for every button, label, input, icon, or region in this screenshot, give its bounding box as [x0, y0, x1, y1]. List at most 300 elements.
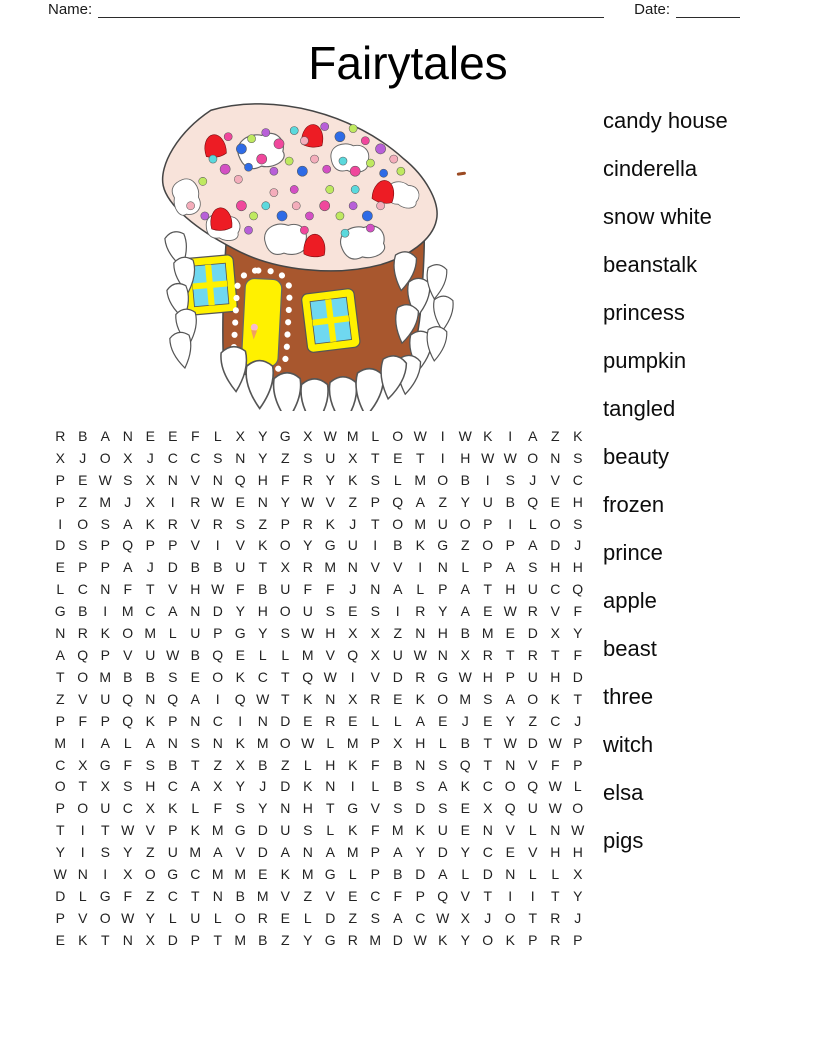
grid-letter: J [574, 909, 582, 926]
page-title: Fairytales [308, 37, 508, 89]
grid-letter: Q [459, 756, 471, 773]
grid-letter: S [303, 822, 313, 839]
grid-letter: G [324, 931, 336, 948]
grid-letter: K [78, 931, 88, 948]
grid-letter: M [301, 866, 314, 883]
grid-letter: O [122, 625, 134, 642]
grid-letter: D [280, 778, 291, 795]
grid-letter: L [528, 866, 537, 883]
grid-letter: H [437, 625, 448, 642]
grid-letter: S [280, 625, 290, 642]
grid-letter: Z [280, 449, 290, 466]
grid-letter: X [348, 449, 358, 466]
grid-letter: E [168, 427, 178, 444]
grid-letter: M [211, 822, 224, 839]
grid-letter: C [55, 756, 66, 773]
grid-letter: N [505, 756, 516, 773]
grid-letter: Q [347, 647, 359, 664]
grid-letter: V [78, 909, 88, 926]
grid-letter: O [392, 427, 404, 444]
grid-letter: E [78, 471, 88, 488]
grid-letter: M [414, 515, 427, 532]
grid-letter: M [189, 844, 202, 861]
grid-letter: A [438, 866, 448, 883]
grid-letter: T [280, 690, 290, 707]
grid-letter: A [393, 581, 403, 598]
grid-letter: V [370, 668, 380, 685]
grid-letter: H [325, 625, 336, 642]
grid-letter: P [55, 493, 65, 510]
grid-letter: C [550, 712, 561, 729]
grid-letter: X [55, 449, 65, 466]
grid-letter: E [235, 493, 245, 510]
date-blank-line[interactable] [676, 2, 740, 18]
grid-letter: Q [122, 712, 134, 729]
grid-letter: O [459, 515, 471, 532]
grid-letter: V [190, 537, 200, 554]
grid-letter: S [325, 603, 335, 620]
name-blank-line[interactable] [98, 2, 604, 18]
grid-letter: B [190, 647, 200, 664]
grid-letter: N [325, 778, 336, 795]
grid-letter: A [145, 734, 155, 751]
grid-letter: X [483, 800, 493, 817]
grid-letter: Q [504, 800, 516, 817]
grid-letter: D [212, 603, 223, 620]
grid-letter: H [505, 581, 516, 598]
grid-letter: V [460, 887, 470, 904]
grid-letter: L [438, 734, 447, 751]
grid-letter: N [370, 581, 381, 598]
grid-letter: R [550, 909, 561, 926]
grid-letter: T [550, 647, 560, 664]
grid-letter: X [460, 647, 470, 664]
grid-letter: R [167, 515, 178, 532]
grid-letter: H [572, 493, 583, 510]
grid-letter: G [167, 866, 179, 883]
grid-letter: N [100, 581, 111, 598]
grid-letter: W [211, 581, 225, 598]
grid-letter: U [325, 449, 336, 466]
grid-letter: W [413, 931, 427, 948]
grid-letter: P [190, 931, 200, 948]
grid-letter: K [325, 515, 335, 532]
grid-letter: E [190, 668, 200, 685]
grid-letter: G [54, 603, 66, 620]
grid-letter: J [349, 581, 357, 598]
grid-letter: A [190, 690, 200, 707]
grid-letter: H [460, 449, 471, 466]
grid-letter: A [460, 603, 470, 620]
grid-letter: D [257, 822, 268, 839]
grid-letter: G [99, 756, 111, 773]
grid-letter: H [482, 668, 493, 685]
grid-letter: O [572, 800, 584, 817]
grid-letter: V [280, 887, 290, 904]
grid-letter: B [235, 887, 245, 904]
grid-letter: A [438, 778, 448, 795]
worksheet-header [48, 2, 740, 18]
grid-letter: M [121, 603, 134, 620]
grid-letter: L [461, 866, 470, 883]
grid-letter: Z [460, 537, 470, 554]
grid-letter: D [257, 844, 268, 861]
grid-letter: S [190, 734, 200, 751]
grid-letter: W [503, 449, 517, 466]
grid-letter: L [461, 559, 470, 576]
grid-letter: I [215, 537, 220, 554]
grid-letter: A [393, 844, 403, 861]
grid-letter: U [347, 537, 358, 554]
grid-letter: N [257, 712, 268, 729]
grid-letter: Z [145, 887, 155, 904]
grid-letter: S [303, 449, 313, 466]
grid-letter: D [415, 800, 426, 817]
grid-letter: S [370, 909, 380, 926]
grid-letter: J [529, 471, 537, 488]
grid-letter: V [235, 844, 245, 861]
grid-letter: R [302, 471, 313, 488]
grid-letter: K [573, 427, 583, 444]
grid-letter: C [257, 668, 268, 685]
grid-letter: R [190, 493, 201, 510]
grid-letter: X [235, 427, 245, 444]
grid-letter: S [78, 537, 88, 554]
grid-letter: D [55, 887, 66, 904]
grid-letter: N [302, 844, 313, 861]
grid-letter: L [528, 515, 537, 532]
grid-letter: K [348, 822, 358, 839]
grid-letter: R [415, 668, 426, 685]
grid-letter: X [235, 756, 245, 773]
grid-letter: I [58, 515, 63, 532]
grid-letter: Y [325, 471, 335, 488]
grid-letter: C [572, 471, 583, 488]
grid-letter: V [325, 493, 335, 510]
grid-letter: A [190, 778, 200, 795]
grid-letter: V [550, 471, 560, 488]
grid-letter: Z [438, 493, 448, 510]
grid-letter: G [324, 866, 336, 883]
grid-letter: Y [235, 778, 245, 795]
grid-letter: F [370, 756, 380, 773]
grid-letter: I [80, 734, 85, 751]
grid-letter: K [415, 690, 425, 707]
grid-letter: C [370, 887, 381, 904]
grid-letter: U [527, 668, 538, 685]
grid-letter: B [460, 625, 470, 642]
grid-letter: M [346, 427, 359, 444]
grid-letter: X [573, 866, 583, 883]
word-list-item: snow white [603, 204, 712, 229]
grid-letter: K [460, 778, 470, 795]
grid-letter: C [167, 449, 178, 466]
grid-letter: M [481, 625, 494, 642]
grid-letter: G [99, 887, 111, 904]
grid-letter: E [145, 427, 155, 444]
grid-letter: R [302, 559, 313, 576]
grid-letter: P [78, 559, 88, 576]
grid-letter: I [530, 887, 535, 904]
grid-letter: C [482, 778, 493, 795]
grid-letter: X [100, 778, 110, 795]
grid-letter: T [280, 668, 290, 685]
grid-letter: C [145, 603, 156, 620]
grid-letter: Y [280, 493, 290, 510]
grid-letter: L [303, 909, 312, 926]
grid-letter: B [393, 778, 403, 795]
grid-letter: Z [280, 756, 290, 773]
grid-letter: T [505, 647, 515, 664]
grid-letter: J [79, 449, 87, 466]
grid-letter: T [483, 581, 493, 598]
grid-letter: S [100, 844, 110, 861]
grid-letter: L [213, 909, 222, 926]
grid-letter: K [235, 734, 245, 751]
grid-letter: I [170, 493, 175, 510]
grid-letter: O [99, 909, 111, 926]
grid-letter: S [415, 778, 425, 795]
grid-letter: M [459, 690, 472, 707]
grid-letter: Y [258, 625, 268, 642]
grid-letter: T [100, 931, 110, 948]
grid-letter: F [123, 756, 133, 773]
grid-letter: W [548, 778, 562, 795]
grid-letter: X [303, 427, 313, 444]
grid-letter: F [573, 647, 583, 664]
grid-letter: O [504, 909, 516, 926]
grid-letter: X [393, 734, 403, 751]
grid-letter: W [436, 909, 450, 926]
grid-letter: P [280, 515, 290, 532]
grid-letter: J [574, 537, 582, 554]
grid-letter: K [258, 537, 268, 554]
grid-letter: X [123, 449, 133, 466]
grid-letter: J [146, 559, 154, 576]
grid-letter: I [80, 844, 85, 861]
grid-letter: L [191, 800, 200, 817]
grid-letter: P [370, 844, 380, 861]
grid-letter: O [279, 603, 291, 620]
grid-letter: B [145, 668, 155, 685]
grid-letter: V [370, 800, 380, 817]
grid-letter: O [279, 537, 291, 554]
grid-letter: N [167, 471, 178, 488]
grid-letter: S [483, 690, 493, 707]
grid-letter: P [55, 909, 65, 926]
grid-letter: L [123, 734, 132, 751]
grid-letter: O [482, 931, 494, 948]
grid-letter: W [413, 427, 427, 444]
grid-letter: T [483, 887, 493, 904]
grid-letter: Q [302, 668, 314, 685]
grid-letter: B [460, 471, 470, 488]
grid-letter: N [437, 559, 448, 576]
word-list-item: beauty [603, 444, 670, 469]
grid-letter: D [280, 712, 291, 729]
grid-letter: A [123, 515, 133, 532]
grid-letter: S [123, 778, 133, 795]
grid-letter: L [371, 778, 380, 795]
grid-letter: N [415, 756, 426, 773]
grid-letter: D [55, 537, 66, 554]
grid-letter: S [235, 800, 245, 817]
grid-letter: T [55, 668, 65, 685]
grid-letter: Z [303, 887, 313, 904]
grid-letter: W [211, 493, 225, 510]
grid-letter: P [55, 800, 65, 817]
grid-letter: C [550, 581, 561, 598]
grid-letter: Y [573, 887, 583, 904]
word-list-item: princess [603, 300, 685, 325]
grid-letter: R [55, 427, 66, 444]
word-list-item: prince [603, 540, 663, 565]
grid-letter: E [460, 800, 470, 817]
grid-letter: V [370, 559, 380, 576]
grid-letter: V [123, 647, 133, 664]
grid-letter: P [505, 668, 515, 685]
grid-letter: L [371, 712, 380, 729]
grid-letter: M [99, 668, 112, 685]
grid-letter: Y [460, 844, 470, 861]
grid-letter: U [190, 625, 201, 642]
grid-letter: D [415, 866, 426, 883]
grid-letter: C [190, 449, 201, 466]
grid-letter: R [527, 647, 538, 664]
grid-letter: B [123, 668, 133, 685]
grid-letter: J [461, 712, 469, 729]
grid-letter: X [123, 866, 133, 883]
grid-letter: K [280, 866, 290, 883]
grid-letter: B [258, 581, 268, 598]
word-list-item: three [603, 684, 654, 709]
grid-letter: P [100, 712, 110, 729]
grid-letter: V [78, 690, 88, 707]
grid-letter: P [370, 493, 380, 510]
grid-letter: W [503, 734, 517, 751]
grid-letter: K [348, 471, 358, 488]
grid-letter: B [258, 931, 268, 948]
grid-letter: I [350, 778, 355, 795]
grid-letter: F [190, 427, 200, 444]
grid-letter: W [121, 909, 135, 926]
grid-letter: G [234, 822, 246, 839]
grid-letter: W [301, 493, 315, 510]
grid-letter: O [482, 537, 494, 554]
grid-letter: V [325, 647, 335, 664]
grid-letter: U [392, 647, 403, 664]
grid-letter: Y [145, 909, 155, 926]
grid-letter: Q [527, 493, 539, 510]
grid-letter: X [370, 625, 380, 642]
grid-letter: U [145, 647, 156, 664]
grid-letter: O [437, 690, 449, 707]
grid-letter: Q [234, 690, 246, 707]
grid-letter: W [458, 427, 472, 444]
grid-letter: W [571, 822, 585, 839]
grid-letter: M [346, 734, 359, 751]
grid-letter: V [190, 471, 200, 488]
grid-letter: C [167, 887, 178, 904]
grid-letter: V [528, 756, 538, 773]
grid-letter: E [483, 712, 493, 729]
grid-letter: R [77, 625, 88, 642]
grid-letter: P [100, 559, 110, 576]
grid-letter: D [550, 537, 561, 554]
grid-letter: H [257, 603, 268, 620]
grid-letter: V [168, 581, 178, 598]
grid-letter: L [348, 866, 357, 883]
grid-letter: F [280, 471, 290, 488]
grid-letter: B [393, 866, 403, 883]
grid-letter: H [550, 844, 561, 861]
grid-letter: C [77, 581, 88, 598]
grid-letter: E [348, 603, 358, 620]
name-label: Name: [48, 1, 93, 18]
grid-letter: P [415, 887, 425, 904]
grid-letter: E [303, 712, 313, 729]
grid-letter: F [370, 822, 380, 839]
grid-letter: K [415, 537, 425, 554]
grid-letter: T [190, 756, 200, 773]
grid-letter: O [77, 515, 89, 532]
grid-letter: P [100, 537, 110, 554]
grid-letter: O [504, 778, 516, 795]
grid-letter: Q [122, 690, 134, 707]
grid-letter: X [78, 756, 88, 773]
grid-letter: Y [55, 844, 65, 861]
grid-letter: G [437, 537, 449, 554]
word-list-item: elsa [603, 780, 644, 805]
grid-letter: B [213, 559, 223, 576]
grid-letter: T [370, 449, 380, 466]
grid-letter: W [323, 668, 337, 685]
grid-letter: Y [123, 844, 133, 861]
grid-letter: C [212, 712, 223, 729]
grid-letter: G [347, 800, 359, 817]
grid-letter: N [167, 734, 178, 751]
grid-letter: E [550, 493, 560, 510]
grid-letter: O [437, 471, 449, 488]
grid-letter: F [235, 581, 245, 598]
grid-letter: V [325, 887, 335, 904]
grid-letter: O [549, 515, 561, 532]
grid-letter: U [527, 581, 538, 598]
grid-letter: V [190, 515, 200, 532]
grid-letter: Y [460, 493, 470, 510]
grid-letter: S [438, 756, 448, 773]
grid-letter: T [415, 449, 425, 466]
grid-letter: W [301, 625, 315, 642]
grid-letter: B [78, 603, 88, 620]
grid-letter: W [53, 866, 67, 883]
grid-letter: A [100, 427, 110, 444]
grid-letter: A [528, 427, 538, 444]
grid-letter: O [99, 449, 111, 466]
grid-letter: W [548, 800, 562, 817]
grid-letter: C [482, 844, 493, 861]
grid-letter: F [123, 581, 133, 598]
grid-letter: P [55, 471, 65, 488]
grid-letter: I [103, 603, 108, 620]
grid-letter: M [54, 734, 67, 751]
grid-letter: E [348, 712, 358, 729]
grid-letter: S [370, 603, 380, 620]
grid-letter: E [235, 647, 245, 664]
grid-letter: U [280, 581, 291, 598]
grid-letter: S [528, 559, 538, 576]
grid-letter: H [302, 800, 313, 817]
